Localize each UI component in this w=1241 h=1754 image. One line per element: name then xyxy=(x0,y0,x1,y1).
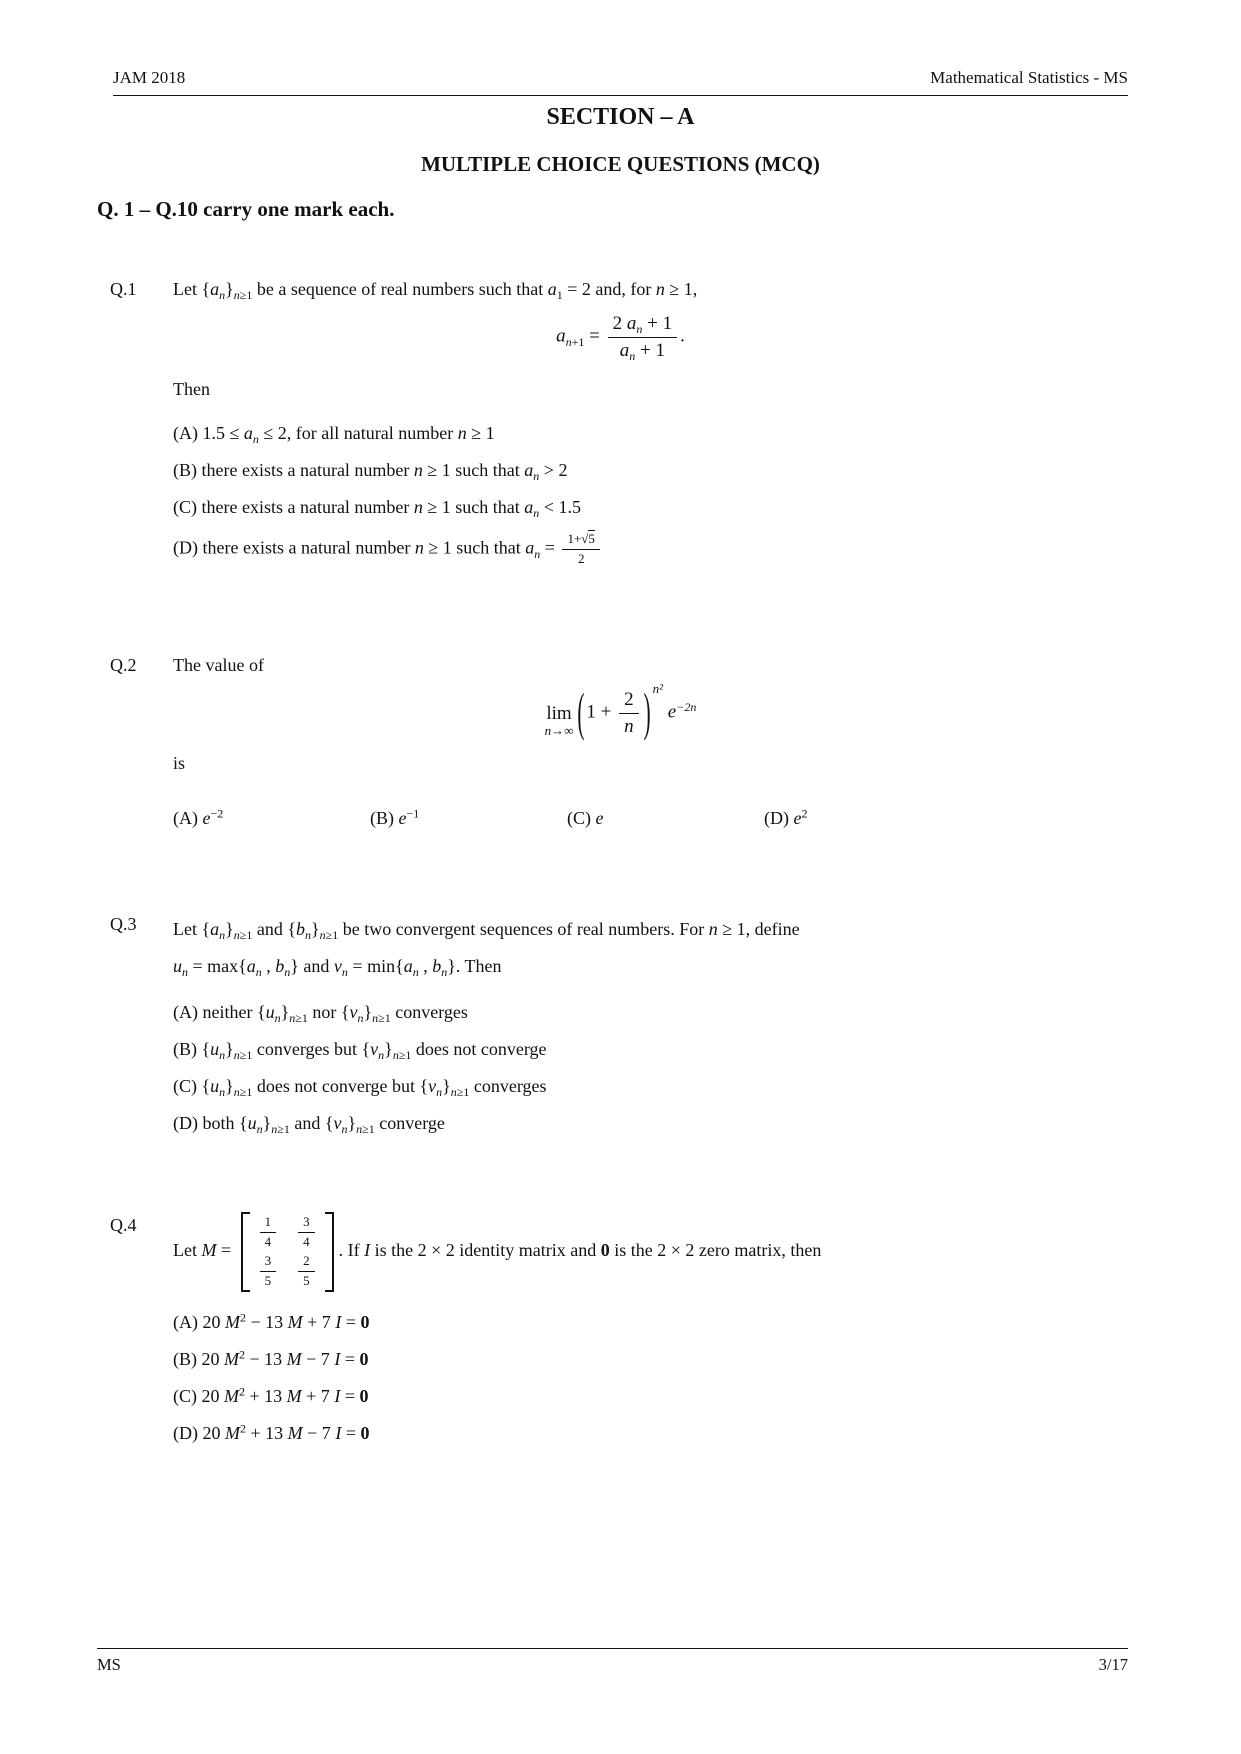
q2-option-c: (C) e xyxy=(567,807,604,828)
q4-options xyxy=(173,1310,1128,1445)
q1-option-a: (A) $1.5 \le a_n \le 2$, for all natural number n ≥ 1 xyxy=(173,422,495,446)
q1-formula: $a_{n+1}$ = $\frac{2 a_n + 1}{a_n + 1}$ . xyxy=(556,313,685,364)
question-q4 xyxy=(110,1212,1128,1458)
q2-options xyxy=(173,805,1128,832)
q2-is-label: is xyxy=(173,752,186,773)
q1-option-d: (D) there exists a natural number n ≥ 1 such that $a_n$ = $\frac{1+√5}{2}$ xyxy=(173,532,1128,567)
q1-body xyxy=(173,276,1128,580)
q4-option-d: (D) 20 $M^2 + 13$ M − 7 I = 0 xyxy=(173,1421,370,1443)
q2-intro: The value of xyxy=(173,655,264,675)
q3-option-c: (C) $\{u_n\}_{n\ge 1}$ does not converge but $\{v_n\}_{n\ge 1}$ converges xyxy=(173,1076,547,1100)
q1-label: Q.1 xyxy=(110,279,137,299)
q4-body xyxy=(173,1212,1128,1458)
question-q1 xyxy=(110,276,1128,580)
q2-option-d: (D) $e^2$ xyxy=(764,806,808,828)
footer-paper-code: MS xyxy=(97,1655,121,1674)
q3-intro-line2: $u_n = \max\{a_n$ , $b_n$} and $v_n = \min\{a_n$ , $b_n$}. Then xyxy=(173,956,502,980)
footer-page-number: 3/17 xyxy=(1098,1655,1128,1674)
question-q2 xyxy=(110,652,1128,832)
q2-option-a: (A) $e^{-2}$ xyxy=(173,806,224,828)
q4-intro: Let M = $\frac{1}{4}$ $\frac{3}{4}$ $\frac{3}{5}$ $\frac{2}{5}$ . If I is the 2 × 2 identity matrix and 0 is the 2 × 2 zero matrix, then xyxy=(173,1212,1128,1292)
q1-option-c: (C) there exists a natural number n ≥ 1 such that $a_n < 1.5$ xyxy=(173,496,581,520)
page-footer xyxy=(97,1648,1128,1675)
question-q3 xyxy=(110,911,1128,1148)
q1-intro: Let $\{a_n\}_{n\ge 1}$ be a sequence of real numbers such that $a_1 = 2$ and, for n ≥ 1, xyxy=(173,279,698,303)
q3-option-b: (B) $\{u_n\}_{n\ge 1}$ converges but $\{v_n\}_{n\ge 1}$ does not converge xyxy=(173,1039,547,1063)
q2-formula: lim n→∞ ( 1 + $\frac{2}{n}$ ) n² $e^{-2n}$ xyxy=(544,681,697,742)
q4-option-b: (B) 20 $M^2 - 13$ M − 7 I = 0 xyxy=(173,1347,369,1369)
section-title: SECTION – A xyxy=(546,104,695,130)
q3-body xyxy=(173,911,1128,1148)
q2-body xyxy=(173,652,1128,832)
q4-option-c: (C) 20 $M^2 + 13$ M + 7 I = 0 xyxy=(173,1384,369,1406)
q3-option-a: (A) neither $\{u_n\}_{n\ge 1}$ nor $\{v_n\}_{n\ge 1}$ converges xyxy=(173,1002,468,1026)
q3-label: Q.3 xyxy=(110,914,137,934)
q3-intro-line1: Let $\{a_n\}_{n\ge 1}$ and $\{b_n\}_{n\ge 1}$ be two convergent sequences of real numbers. For n ≥ 1, define xyxy=(173,919,800,943)
q1-then-label: Then xyxy=(173,378,210,399)
marks-note: Q. 1 – Q.10 carry one mark each. xyxy=(97,197,395,221)
header-exam-name: JAM 2018 xyxy=(113,68,186,87)
q2-label: Q.2 xyxy=(110,655,137,675)
q2-option-b: (B) $e^{-1}$ xyxy=(370,806,420,828)
q4-option-a: (A) 20 $M^2 - 13$ M + 7 I = 0 xyxy=(173,1310,370,1332)
header-subject-name: Mathematical Statistics - MS xyxy=(930,68,1128,87)
page-header xyxy=(113,68,1128,96)
q3-option-d: (D) both $\{u_n\}_{n\ge 1}$ and $\{v_n\}_{n\ge 1}$ converge xyxy=(173,1113,445,1137)
q4-label: Q.4 xyxy=(110,1215,137,1235)
q1-option-b: (B) there exists a natural number n ≥ 1 such that $a_n > 2$ xyxy=(173,459,568,483)
q3-options xyxy=(173,1000,1128,1135)
mcq-title: MULTIPLE CHOICE QUESTIONS (MCQ) xyxy=(421,152,820,176)
q1-options xyxy=(173,421,1128,567)
